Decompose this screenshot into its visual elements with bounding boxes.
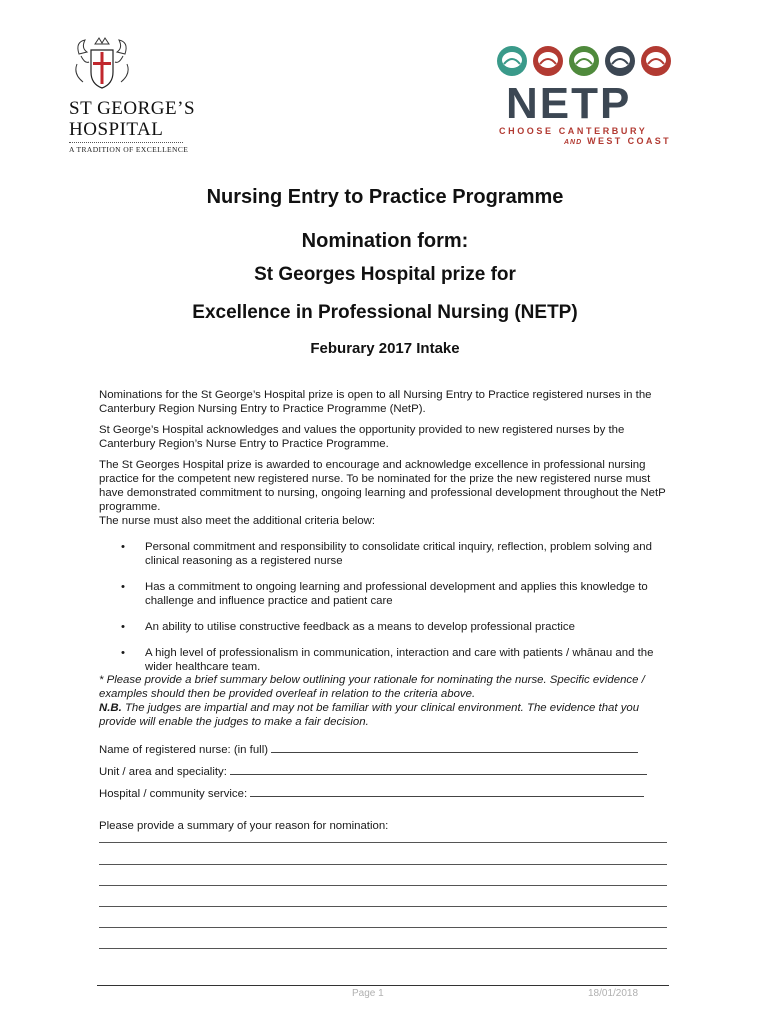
netp-circles-icon bbox=[496, 44, 672, 78]
bullet-icon: • bbox=[121, 541, 125, 553]
netp-wordmark: NETP bbox=[506, 79, 632, 128]
instructions-line1: * Please provide a brief summary below outlining your rationale for nominating the nurse. Specific evidence / examples should then be provided overleaf in relation to the criteria above. bbox=[99, 674, 645, 700]
paragraph-purpose: The St Georges Hospital prize is awarded to encourage and acknowledge excellence in professional nursing practice for the competent new registered nurse. To be nominated for the prize the new registered nurse must have demonstrated commitment to nursing, ongoing learning and professional development throughout the NetP programme. bbox=[99, 459, 666, 513]
netp-logo bbox=[496, 44, 676, 146]
paragraph-acknowledgement: St George’s Hospital acknowledges and values the opportunity provided to new registered nurses by the Canterbury Region’s Nurse Entry to Practice Programme. bbox=[99, 424, 625, 450]
nomination-instructions bbox=[99, 673, 674, 729]
netp-and: AND bbox=[564, 139, 583, 146]
intake-title: Feburary 2017 Intake bbox=[310, 340, 460, 357]
bullet-icon: • bbox=[121, 621, 125, 633]
summary-line[interactable] bbox=[99, 948, 667, 949]
footer-divider bbox=[97, 985, 669, 986]
page-number: Page 1 bbox=[352, 988, 384, 999]
summary-line[interactable] bbox=[99, 927, 667, 928]
instructions-line2: The judges are impartial and may not be familiar with your clinical environment. The evidence that you provide will enable the judges to make a fair decision. bbox=[99, 702, 640, 728]
criteria-item: • An ability to utilise constructive feedback as a means to develop professional practice bbox=[121, 621, 575, 633]
prize-title-line2: Excellence in Professional Nursing (NETP) bbox=[192, 302, 578, 323]
nurse-name-label: Name of registered nurse: (in full) bbox=[99, 744, 269, 756]
unit-field[interactable] bbox=[99, 763, 647, 778]
criteria-item: • Personal commitment and responsibility to consolidate critical inquiry, reflection, problem solving and clinical reasoning as a registered nurse bbox=[121, 541, 652, 567]
footer-date: 18/01/2018 bbox=[588, 988, 639, 999]
hospital-name-line1: ST GEORGE’S bbox=[69, 98, 196, 119]
summary-line[interactable] bbox=[99, 842, 667, 843]
summary-label: Please provide a summary of your reason for nomination: bbox=[99, 820, 389, 832]
netp-subtitle-1: CHOOSE CANTERBURY bbox=[499, 126, 648, 136]
criteria-list bbox=[99, 540, 669, 681]
crest-icon bbox=[71, 34, 133, 92]
summary-line[interactable] bbox=[99, 885, 667, 886]
hospital-name-line2: HOSPITAL bbox=[69, 119, 164, 140]
nurse-name-input[interactable] bbox=[271, 741, 638, 753]
st-georges-logo bbox=[69, 34, 199, 154]
nurse-name-field[interactable] bbox=[99, 741, 638, 756]
nb-label: N.B. bbox=[99, 702, 122, 714]
bullet-icon: • bbox=[121, 647, 125, 659]
summary-line[interactable] bbox=[99, 864, 667, 865]
paragraph-eligibility: Nominations for the St George’s Hospital prize is open to all Nursing Entry to Practice registered nurses in the Canterbury Region Nursing Entry to Practice Programme (NetP). bbox=[99, 389, 652, 415]
programme-title: Nursing Entry to Practice Programme bbox=[206, 186, 564, 208]
criteria-item: • Has a commitment to ongoing learning and professional development and applies this knowledge to challenge and influence practice and patient care bbox=[121, 581, 648, 607]
intro-text bbox=[99, 388, 669, 535]
unit-label: Unit / area and speciality: bbox=[99, 766, 231, 778]
summary-line[interactable] bbox=[99, 906, 667, 907]
bullet-icon: • bbox=[121, 581, 125, 593]
hospital-input[interactable] bbox=[250, 785, 644, 797]
hospital-tagline: A TRADITION OF EXCELLENCE bbox=[69, 145, 189, 154]
hospital-label: Hospital / community service: bbox=[99, 788, 251, 800]
netp-subtitle-2-text: WEST COAST bbox=[587, 136, 672, 146]
hospital-field[interactable] bbox=[99, 785, 644, 800]
logo-divider bbox=[69, 142, 183, 143]
unit-input[interactable] bbox=[230, 763, 647, 775]
netp-subtitle-2 bbox=[564, 136, 676, 146]
form-title: Nomination form: bbox=[301, 230, 469, 252]
paragraph-criteria-intro: The nurse must also meet the additional criteria below: bbox=[99, 515, 376, 527]
criteria-item: • A high level of professionalism in communication, interaction and care with patients / whānau and the wider healthcare team. bbox=[121, 647, 654, 673]
prize-title-line1: St Georges Hospital prize for bbox=[254, 264, 516, 285]
